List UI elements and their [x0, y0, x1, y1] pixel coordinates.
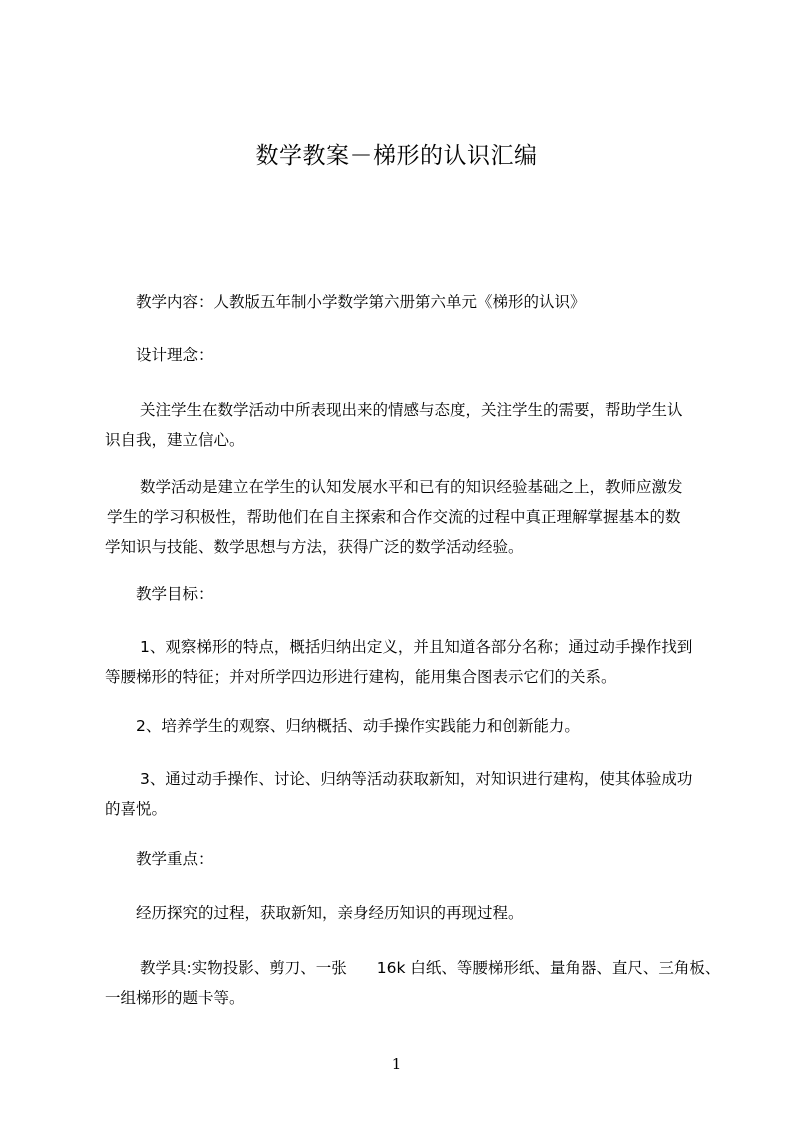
teaching-tools	[105, 953, 721, 1013]
design-paragraph-1	[105, 395, 711, 455]
key-heading: 教学重点：	[136, 850, 214, 868]
goals-heading: 教学目标：	[136, 585, 214, 603]
goal-1	[105, 632, 711, 692]
teaching-content: 教学内容：人教版五年制小学数学第六册第六单元《梯形的认识》	[136, 293, 586, 311]
design-p1-line-1: 关注学生在数学活动中所表现出来的情感与态度，关注学生的需要，帮助学生认	[140, 401, 683, 419]
goal-2: 2、培养学生的观察、归纳概括、动手操作实践能力和创新能力。	[136, 717, 580, 735]
design-p1-line-2: 识自我，建立信心。	[105, 431, 245, 449]
design-paragraph-2	[105, 472, 711, 562]
goal-1-line-1: 1、观察梯形的特点，概括归纳出定义，并且知道各部分名称；通过动手操作找到	[140, 638, 693, 656]
goal-1-line-2: 等腰梯形的特征；并对所学四边形进行建构，能用集合图表示它们的关系。	[105, 668, 617, 686]
document-title: 数学教案－梯形的认识汇编	[255, 143, 538, 169]
tools-line-1	[105, 953, 721, 983]
tools-line-2: 一组梯形的题卡等。	[105, 989, 245, 1007]
tools-line-1-part-a: 教学具:实物投影、剪刀、一张	[140, 959, 347, 977]
goal-3	[105, 764, 711, 824]
design-p2-line-3: 学知识与技能、数学思想与方法，获得广泛的数学活动经验。	[105, 538, 524, 556]
design-heading: 设计理念：	[136, 346, 214, 364]
goal-3-line-2: 的喜悦。	[105, 800, 168, 818]
page-number: 1	[391, 1055, 402, 1073]
tools-line-1-part-b: 16k 白纸、等腰梯形纸、量角器、直尺、三角板、	[376, 959, 721, 977]
goal-3-line-1: 3、通过动手操作、讨论、归纳等活动获取新知，对知识进行建构，使其体验成功	[140, 770, 693, 788]
design-p2-line-2: 学生的学习积极性，帮助他们在自主探索和合作交流的过程中真正理解掌握基本的数	[107, 508, 681, 526]
key-text: 经历探究的过程，获取新知，亲身经历知识的再现过程。	[136, 904, 524, 922]
design-p2-line-1: 数学活动是建立在学生的认知发展水平和已有的知识经验基础之上，教师应激发	[140, 478, 683, 496]
